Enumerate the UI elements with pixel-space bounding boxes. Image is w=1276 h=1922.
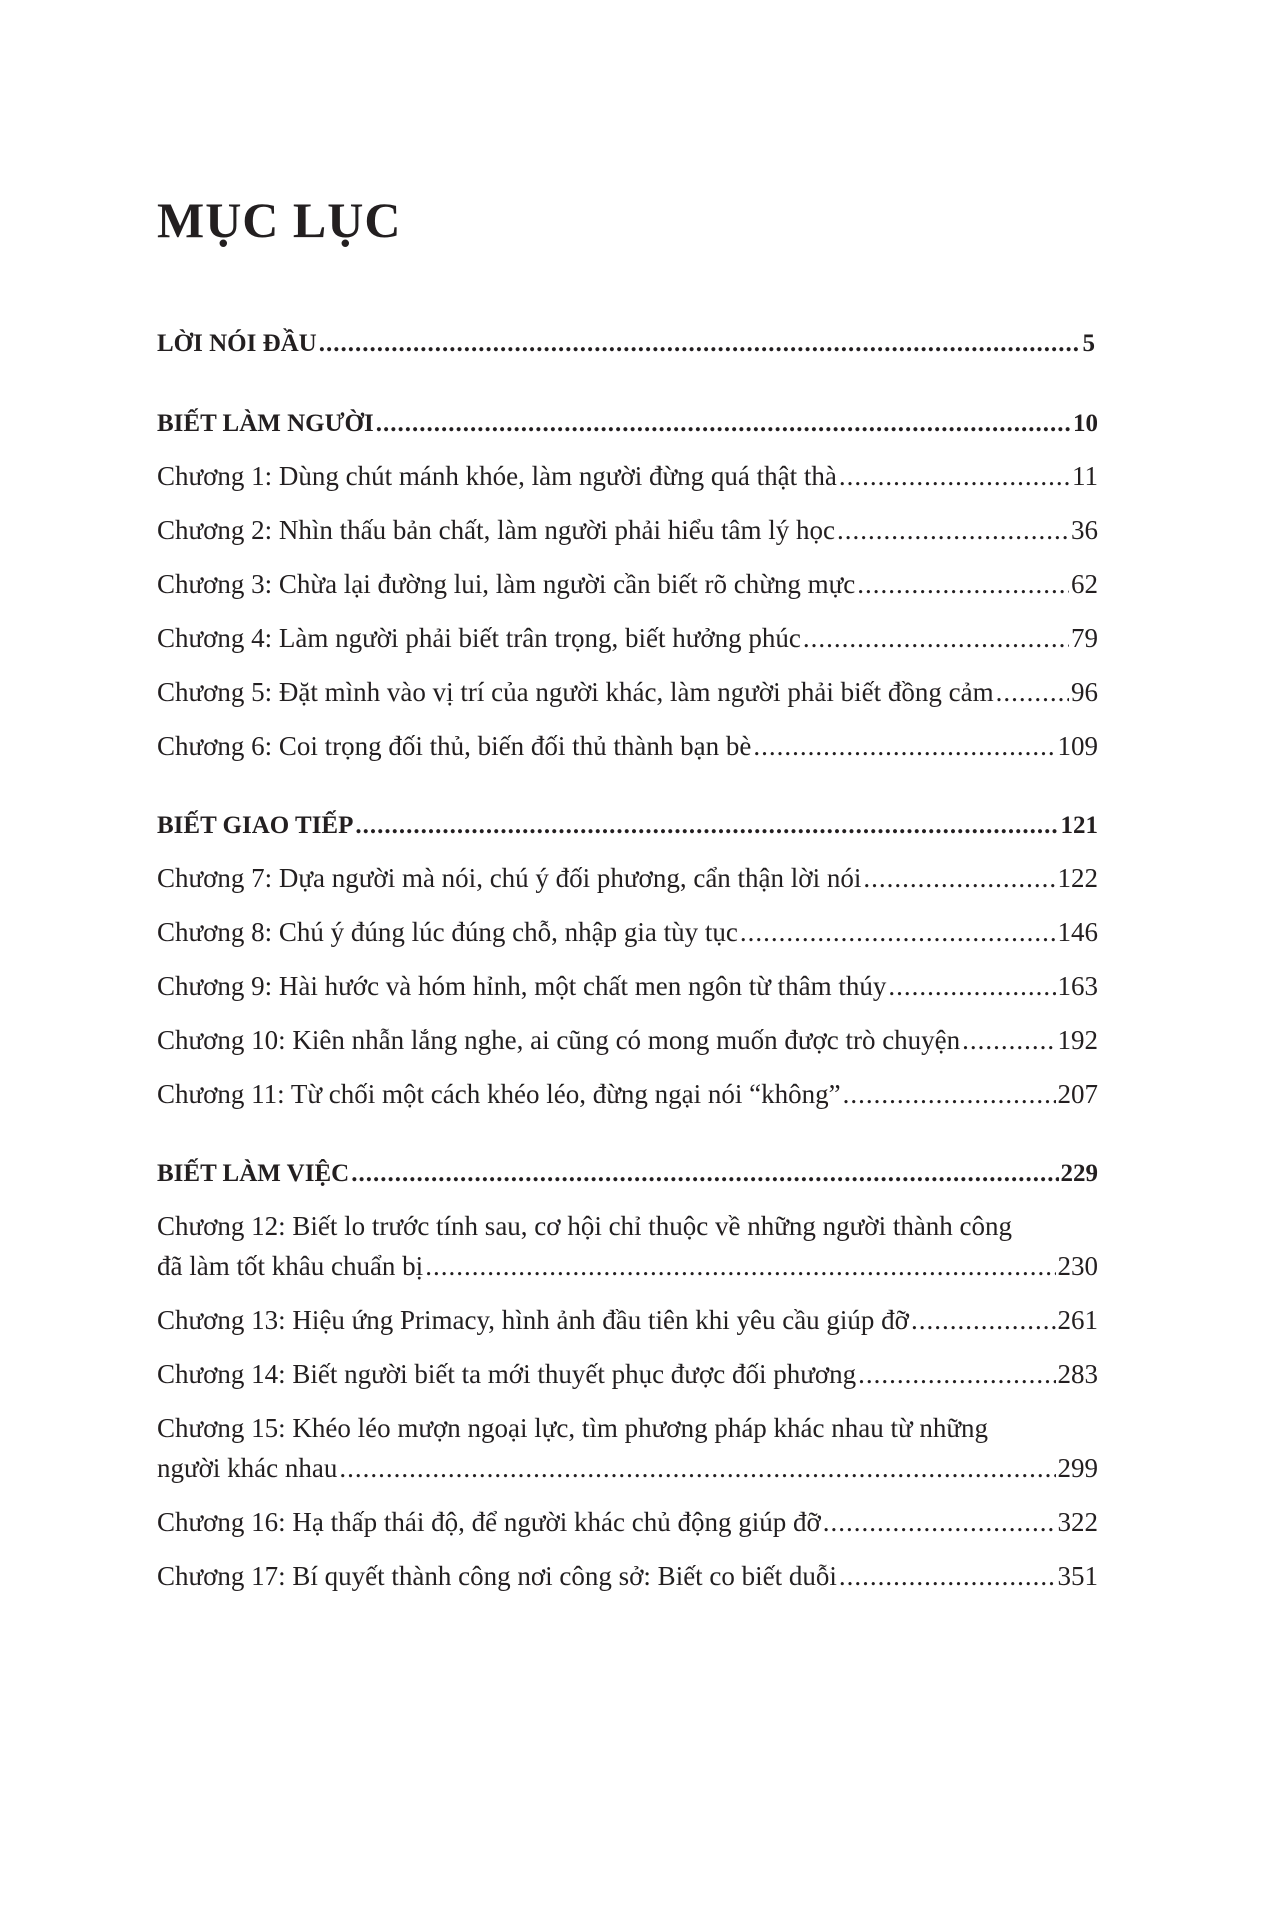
toc-chapter-9 — [157, 966, 1098, 1006]
toc-chapter-16 — [157, 1502, 1098, 1542]
dot-leader — [740, 912, 1056, 952]
toc-chapter-label: Chương 16: Hạ thấp thái độ, để người khác chủ động giúp đỡ — [157, 1507, 821, 1537]
toc-chapter-label-line1: Chương 12: Biết lo trước tính sau, cơ hội chỉ thuộc về những người thành công — [157, 1211, 1013, 1241]
toc-section-page: 121 — [1060, 812, 1098, 839]
toc-chapter-label: Chương 9: Hài hước và hóm hỉnh, một chất men ngôn từ thâm thúy — [157, 971, 887, 1001]
dot-leader — [857, 564, 1069, 604]
dot-leader — [858, 1354, 1055, 1394]
toc-chapter-label-line1: Chương 15: Khéo léo mượn ngoại lực, tìm phương pháp khác nhau từ những — [157, 1413, 989, 1443]
dot-leader — [839, 1556, 1056, 1596]
dot-leader — [911, 1300, 1056, 1340]
toc-chapter-page: 207 — [1057, 1079, 1098, 1109]
toc-chapter-page: 299 — [1057, 1453, 1098, 1483]
dot-leader — [355, 806, 1058, 846]
dot-leader — [319, 324, 1081, 364]
toc-entry-page: 5 — [1082, 330, 1095, 357]
toc-chapter-label: Chương 11: Từ chối một cách khéo léo, đừng ngại nói “không” — [157, 1079, 841, 1109]
dot-leader — [839, 456, 1070, 496]
dot-leader — [376, 404, 1071, 444]
toc-chapter-page: 351 — [1057, 1561, 1098, 1591]
dot-leader — [843, 1074, 1056, 1114]
toc-chapter-6 — [157, 726, 1098, 766]
toc-chapter-page: 163 — [1057, 971, 1098, 1001]
toc-section-page: 10 — [1073, 410, 1098, 437]
toc-section-page: 229 — [1060, 1160, 1098, 1187]
toc-chapter-page: 36 — [1071, 515, 1098, 545]
toc-chapter-label: Chương 8: Chú ý đúng lúc đúng chỗ, nhập gia tùy tục — [157, 917, 738, 947]
toc-section-label: BIẾT LÀM VIỆC — [157, 1160, 350, 1187]
toc-chapter-label-line2: người khác nhau — [157, 1453, 338, 1483]
dot-leader — [996, 672, 1069, 712]
dot-leader — [339, 1448, 1055, 1488]
toc-chapter-label-line2: đã làm tốt khâu chuẩn bị — [157, 1251, 424, 1281]
toc-entry-label: LỜI NÓI ĐẦU — [157, 330, 317, 357]
page-title: MỤC LỤC — [157, 192, 402, 248]
toc-chapter-8 — [157, 912, 1098, 952]
toc-chapter-page: 96 — [1071, 677, 1098, 707]
toc-chapter-page: 230 — [1057, 1251, 1098, 1281]
toc-chapter-1 — [157, 456, 1098, 496]
toc-chapter-label: Chương 4: Làm người phải biết trân trọng, biết hưởng phúc — [157, 623, 801, 653]
toc-chapter-3 — [157, 564, 1098, 604]
toc-chapter-10 — [157, 1020, 1098, 1060]
dot-leader — [823, 1502, 1056, 1542]
toc-entry-intro — [157, 324, 1095, 364]
dot-leader — [962, 1020, 1055, 1060]
toc-chapter-17 — [157, 1556, 1098, 1596]
toc-chapter-label: Chương 5: Đặt mình vào vị trí của người khác, làm người phải biết đồng cảm — [157, 677, 994, 707]
toc-section-label: BIẾT LÀM NGƯỜI — [157, 410, 374, 437]
toc-chapter-page: 322 — [1057, 1507, 1098, 1537]
toc-chapter-13 — [157, 1300, 1098, 1340]
toc-chapter-5 — [157, 672, 1098, 712]
dot-leader — [837, 510, 1069, 550]
toc-chapter-page: 109 — [1057, 731, 1098, 761]
toc-chapter-page: 62 — [1071, 569, 1098, 599]
toc-chapter-label: Chương 17: Bí quyết thành công nơi công sở: Biết co biết duỗi — [157, 1561, 837, 1591]
toc-chapter-page: 146 — [1057, 917, 1098, 947]
toc-chapter-14 — [157, 1354, 1098, 1394]
toc-chapter-label: Chương 13: Hiệu ứng Primacy, hình ảnh đầu tiên khi yêu cầu giúp đỡ — [157, 1305, 909, 1335]
toc-chapter-7 — [157, 858, 1098, 898]
toc-chapter-label: Chương 3: Chừa lại đường lui, làm người cần biết rõ chừng mực — [157, 569, 856, 599]
toc-section-3 — [157, 1154, 1098, 1194]
toc-chapter-2 — [157, 510, 1098, 550]
toc-chapter-11 — [157, 1074, 1098, 1114]
toc-chapter-page: 11 — [1072, 461, 1098, 491]
dot-leader — [803, 618, 1069, 658]
toc-chapter-label: Chương 10: Kiên nhẫn lắng nghe, ai cũng có mong muốn được trò chuyện — [157, 1025, 961, 1055]
toc-chapter-page: 283 — [1057, 1359, 1098, 1389]
dot-leader — [351, 1154, 1058, 1194]
dot-leader — [888, 966, 1055, 1006]
toc-section-1 — [157, 404, 1098, 444]
toc-chapter-15 — [157, 1408, 1098, 1488]
toc-chapter-4 — [157, 618, 1098, 658]
toc-chapter-label: Chương 7: Dựa người mà nói, chú ý đối phương, cẩn thận lời nói — [157, 863, 862, 893]
toc-chapter-label: Chương 6: Coi trọng đối thủ, biến đối thủ thành bạn bè — [157, 731, 752, 761]
toc-chapter-label: Chương 14: Biết người biết ta mới thuyết phục được đối phương — [157, 1359, 857, 1389]
toc-section-label: BIẾT GIAO TIẾP — [157, 812, 354, 839]
toc-chapter-12 — [157, 1206, 1098, 1286]
toc-chapter-page: 122 — [1057, 863, 1098, 893]
toc-section-2 — [157, 806, 1098, 846]
toc-chapter-page: 192 — [1057, 1025, 1098, 1055]
toc-chapter-page: 261 — [1057, 1305, 1098, 1335]
dot-leader — [425, 1246, 1055, 1286]
toc-chapter-page: 79 — [1071, 623, 1098, 653]
dot-leader — [863, 858, 1055, 898]
toc-chapter-label: Chương 2: Nhìn thấu bản chất, làm người phải hiểu tâm lý học — [157, 515, 835, 545]
dot-leader — [753, 726, 1055, 766]
toc-chapter-label: Chương 1: Dùng chút mánh khóe, làm người đừng quá thật thà — [157, 461, 837, 491]
